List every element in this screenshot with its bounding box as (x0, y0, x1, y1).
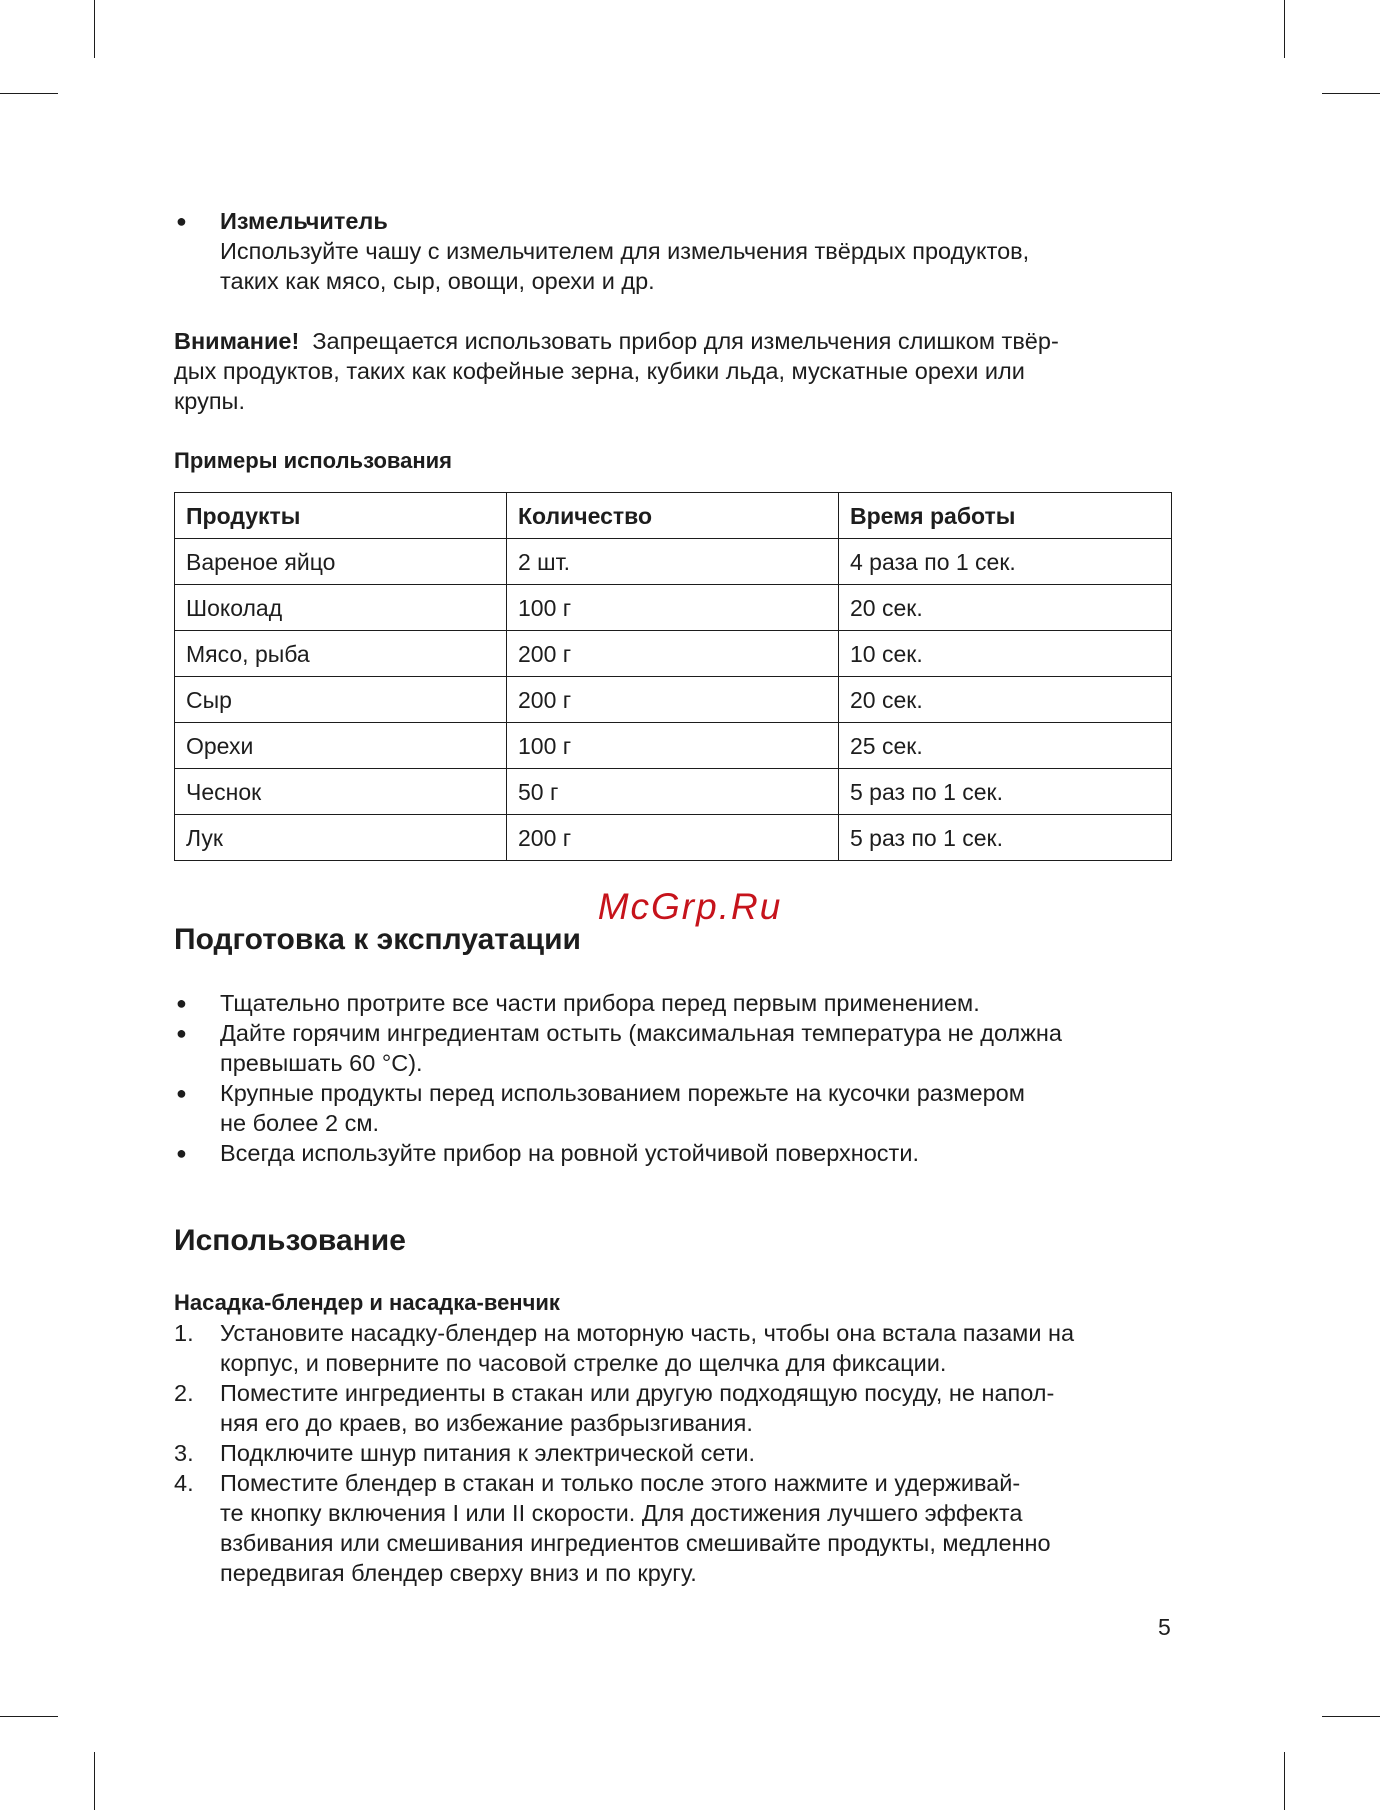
step-number: 1. (174, 1320, 194, 1346)
bullet-icon: ● (176, 993, 187, 1013)
bullet-icon: ● (176, 1083, 187, 1103)
warning-text-line: крупы. (174, 388, 245, 414)
page-number: 5 (1158, 1614, 1171, 1640)
step-line: корпус, и поверните по часовой стрелке до щелчка для фиксации. (220, 1350, 947, 1376)
table-cell: 200 г (507, 631, 839, 677)
bullet-icon: ● (176, 1023, 187, 1043)
list-item (174, 988, 1184, 1018)
list-item (174, 1138, 1184, 1168)
table-cell: 20 сек. (839, 585, 1172, 631)
step-item (174, 1468, 1184, 1588)
preparation-title: Подготовка к эксплуатации (174, 923, 581, 956)
watermark: McGrp.Ru (597, 886, 783, 927)
step-item (174, 1318, 1184, 1378)
table-header-row (175, 493, 1172, 539)
table-cell: 25 сек. (839, 723, 1172, 769)
table-cell: 100 г (507, 723, 839, 769)
table-cell: Шоколад (175, 585, 507, 631)
table-cell: 50 г (507, 769, 839, 815)
list-item-line: Крупные продукты перед использованием порежьте на кусочки размером (220, 1080, 1025, 1106)
warning-text-line: дых продуктов, таких как кофейные зерна, кубики льда, мускатные орехи или (174, 358, 1025, 384)
step-line: Подключите шнур питания к электрической сети. (220, 1440, 756, 1466)
crop-mark (0, 1716, 58, 1717)
table-row (175, 769, 1172, 815)
table-cell: 200 г (507, 815, 839, 861)
examples-table (174, 492, 1172, 861)
bullet-icon: ● (176, 211, 187, 231)
table-cell: 20 сек. (839, 677, 1172, 723)
crop-mark (1322, 93, 1380, 94)
list-item-line: превышать 60 °С). (220, 1050, 423, 1076)
table-cell: 10 сек. (839, 631, 1172, 677)
examples-title: Примеры использования (174, 448, 453, 473)
table-cell: Вареное яйцо (175, 539, 507, 585)
step-item (174, 1378, 1184, 1438)
table-cell: Чеснок (175, 769, 507, 815)
table-row (175, 677, 1172, 723)
page-content (174, 206, 1174, 861)
grinder-bullet (174, 206, 1174, 296)
warning-text-line: Запрещается использовать прибор для измельчения слишком твёр- (312, 328, 1059, 354)
table-row (175, 585, 1172, 631)
step-number: 2. (174, 1380, 194, 1406)
grinder-title: Измельчитель (220, 208, 388, 234)
step-line: Установите насадку-блендер на моторную часть, чтобы она встала пазами на (220, 1320, 1075, 1346)
usage-title: Использование (174, 1224, 406, 1257)
list-item (174, 1078, 1184, 1138)
warning-paragraph (174, 326, 1174, 416)
usage-steps-list (174, 1318, 1184, 1588)
preparation-list (174, 988, 1184, 1168)
step-number: 4. (174, 1470, 194, 1496)
step-item (174, 1438, 1184, 1468)
list-item-line: Дайте горячим ингредиентам остыть (максимальная температура не должна (220, 1020, 1062, 1046)
grinder-text-line: Используйте чашу с измельчителем для измельчения твёрдых продуктов, (220, 238, 1030, 264)
table-cell: Лук (175, 815, 507, 861)
step-line: взбивания или смешивания ингредиентов смешивайте продукты, медленно (220, 1530, 1051, 1556)
grinder-text-line: таких как мясо, сыр, овощи, орехи и др. (220, 268, 655, 294)
table-cell: 200 г (507, 677, 839, 723)
table-cell: 100 г (507, 585, 839, 631)
step-number: 3. (174, 1440, 194, 1466)
table-row (175, 631, 1172, 677)
list-item-line: Тщательно протрите все части прибора перед первым применением. (220, 990, 980, 1016)
table-header-cell: Продукты (175, 493, 507, 539)
table-row (175, 723, 1172, 769)
list-item (174, 1018, 1184, 1078)
table-cell: 5 раз по 1 сек. (839, 815, 1172, 861)
warning-label: Внимание! (174, 328, 300, 354)
list-item-line: не более 2 см. (220, 1110, 380, 1136)
table-row (175, 815, 1172, 861)
step-line: Поместите блендер в стакан и только после этого нажмите и удерживай- (220, 1470, 1021, 1496)
crop-mark (94, 0, 95, 58)
step-line: те кнопку включения I или II скорости. Для достижения лучшего эффекта (220, 1500, 1023, 1526)
bullet-icon: ● (176, 1143, 187, 1163)
list-item-line: Всегда используйте прибор на ровной устойчивой поверхности. (220, 1140, 919, 1166)
table-cell: Сыр (175, 677, 507, 723)
crop-mark (94, 1752, 95, 1810)
table-header-cell: Время работы (839, 493, 1172, 539)
table-cell: 2 шт. (507, 539, 839, 585)
table-cell: Мясо, рыба (175, 631, 507, 677)
step-line: передвигая блендер сверху вниз и по кругу. (220, 1560, 697, 1586)
usage-subtitle: Насадка-блендер и насадка-венчик (174, 1290, 560, 1315)
crop-mark (1322, 1716, 1380, 1717)
step-line: няя его до краев, во избежание разбрызгивания. (220, 1410, 753, 1436)
table-header-cell: Количество (507, 493, 839, 539)
table-cell: 4 раза по 1 сек. (839, 539, 1172, 585)
table-cell: Орехи (175, 723, 507, 769)
crop-mark (1284, 1752, 1285, 1810)
table-row (175, 539, 1172, 585)
table-cell: 5 раз по 1 сек. (839, 769, 1172, 815)
crop-mark (1284, 0, 1285, 58)
step-line: Поместите ингредиенты в стакан или другую подходящую посуду, не напол- (220, 1380, 1055, 1406)
crop-mark (0, 93, 58, 94)
